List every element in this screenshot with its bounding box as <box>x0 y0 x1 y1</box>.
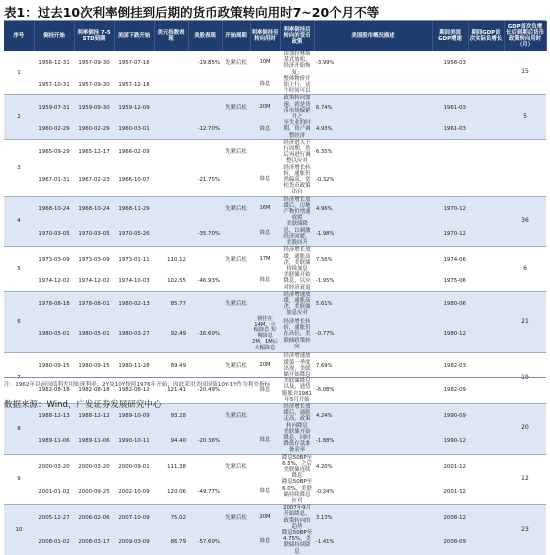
table-cell: 120.06 <box>167 488 186 495</box>
table-cell: 1965-09-29 <box>34 139 74 164</box>
table-cell: 1959-12-09 <box>114 95 154 120</box>
table-cell: 降息 <box>250 429 280 454</box>
episode-number: 8 <box>4 403 34 454</box>
table-cell <box>188 403 222 428</box>
table-cell <box>154 165 188 197</box>
column-header: 倒挂开始 <box>34 21 74 51</box>
table-cell: 1958-03 <box>443 60 466 67</box>
table-cell: 先紧后松 <box>222 454 250 479</box>
table-cell: 89.49 <box>154 353 188 378</box>
lag-months: 23 <box>504 505 546 555</box>
table-cell: 2008-03-17 <box>74 530 114 555</box>
table-cell <box>222 479 250 504</box>
table-cell: 2008-09 <box>432 530 468 555</box>
table-cell <box>314 76 432 95</box>
table-cell: 降息 <box>250 530 280 555</box>
episode-number: 5 <box>4 247 34 291</box>
table-cell: 先紧后松 <box>222 353 250 378</box>
table-cell <box>468 51 504 76</box>
table-row <box>4 165 546 197</box>
table-cell <box>154 196 188 221</box>
table-row <box>4 479 546 504</box>
table-cell: 经济增长转折，通胀仍然偏高，宽松货币政策出台 <box>283 164 311 196</box>
table-cell <box>468 95 504 120</box>
table-cell: 2000-09-01 <box>114 454 154 479</box>
table-cell: 先紧后松 <box>222 247 250 272</box>
table-cell: 93.28 <box>154 403 188 428</box>
table-cell <box>468 505 504 530</box>
table-cell: 102.55 <box>167 278 186 285</box>
table-cell: -1.88% <box>314 429 432 454</box>
table-cell <box>468 165 504 197</box>
table-cell: 4.93% <box>314 120 432 139</box>
table-cell: 经济增速放缓第一季度出现，美联储开始降息 <box>280 353 314 378</box>
table-cell: 1974-10-03 <box>118 278 150 285</box>
table-cell: 1960-02-29 <box>74 120 114 139</box>
table-cell <box>222 165 250 197</box>
table-cell: 94.40 <box>154 429 188 454</box>
lag-months: 36 <box>504 196 546 247</box>
table-cell: 美联储降息，以刺激经济回暖，美股回升 <box>280 221 314 246</box>
column-header: 期间GDP首次实际负增长 <box>468 21 504 51</box>
table-row <box>4 139 546 164</box>
table-cell: 1967-02-23 <box>78 177 110 184</box>
table-cell: 1965-12-17 <box>74 139 114 164</box>
table-cell: 5.61% <box>314 291 432 316</box>
table-cell: 1990-09 <box>432 403 468 428</box>
lag-months: 21 <box>504 291 546 353</box>
table-cell: 经济增速放缓，通胀高企，美联储加息应对 <box>280 291 314 316</box>
table-cell: 17M <box>250 247 280 272</box>
table-cell: 先紧后松 <box>222 505 250 530</box>
table-cell <box>250 139 280 164</box>
table-cell: 1957-07-16 <box>118 60 150 67</box>
table-cell <box>222 120 250 139</box>
table-row <box>4 196 546 221</box>
table-cell: 2001-12 <box>443 488 466 495</box>
table-cell <box>222 429 250 454</box>
table-header <box>4 21 546 51</box>
table-cell: 由加拉林斯基式放松，经济开始恢复； <box>283 51 311 76</box>
table-cell <box>432 76 468 95</box>
table-cell: 1966-10-07 <box>118 177 150 184</box>
table-cell: 20M <box>250 505 280 530</box>
table-cell: 2006-02-06 <box>74 505 114 530</box>
table-cell: 1974-12-02 <box>78 278 110 285</box>
table-cell: 121.41 <box>167 387 186 394</box>
table-row <box>4 530 546 555</box>
table-row <box>4 454 546 479</box>
table-cell: 2001-12 <box>432 454 468 479</box>
table-cell: 1960-02-29 <box>34 120 74 139</box>
episode-number: 9 <box>4 454 34 505</box>
table-cell: 2008-12 <box>432 505 468 530</box>
table-cell: 1961-03 <box>432 95 468 120</box>
table-cell: 经济增长放缓后，通胀走高，政策转向降息 <box>280 403 314 428</box>
table-cell <box>432 139 468 164</box>
table-cell: 20M <box>250 95 280 120</box>
table-cell: 降息 <box>259 487 271 494</box>
table-cell <box>154 221 188 246</box>
table-cell: 降息50BP至4.75%，美联储持续降息 <box>280 530 314 555</box>
page-title: 表1：过去10次利率倒挂到后期的货币政策转向用时7~20个月不等 <box>4 5 380 20</box>
table-cell: 1970-03-05 <box>34 221 74 246</box>
table-cell: 1980-11-28 <box>114 353 154 378</box>
table-cell: 4.20% <box>314 454 432 479</box>
table-cell <box>468 221 504 246</box>
table-cell: 1980-06 <box>432 291 468 316</box>
table-cell: 1961-03 <box>432 120 468 139</box>
table-cell: 先紧后松 <box>222 291 250 316</box>
table-row <box>4 272 546 291</box>
table-cell: 1956-12-31 <box>38 60 70 67</box>
table-cell <box>154 95 188 120</box>
table-cell <box>188 247 222 272</box>
lag-months: 19 <box>504 353 546 404</box>
table-cell: 经济增长放缓后，房地产物价增速放缓 <box>280 196 314 221</box>
table-cell: -3.99% <box>316 60 335 67</box>
table-cell: -20.36% <box>188 429 222 454</box>
episode-number: 1 <box>17 69 21 76</box>
table-cell: 美联储开始降息，以应对经济衰退 <box>283 272 311 291</box>
table-cell: 1957-12-18 <box>118 82 150 89</box>
table-cell: 1989-10-09 <box>114 403 154 428</box>
table-cell: 1978-08-18 <box>34 291 74 316</box>
table-cell: 2000-03-20 <box>34 454 74 479</box>
table-cell: 1974-12-02 <box>38 278 70 285</box>
table-cell: 2005-12-27 <box>34 505 74 530</box>
table-cell: -57.69% <box>188 530 222 555</box>
lag-months <box>504 139 546 196</box>
table-cell: 降息 <box>259 386 271 393</box>
table-cell: 4.24% <box>314 403 432 428</box>
table-row <box>4 95 546 120</box>
table-row <box>4 353 546 378</box>
column-header: 利率倒挂后转向的货币政策 <box>280 21 314 51</box>
table-cell: 1974-06 <box>432 247 468 272</box>
table-cell: 2009-03-09 <box>114 530 154 555</box>
table-cell: 1980-09-15 <box>34 353 74 378</box>
table-cell: -1.95% <box>316 278 335 285</box>
table-cell: 整体物价开始上行，这个时间可以 <box>283 75 311 95</box>
table-cell: 2007-10-09 <box>114 505 154 530</box>
table-cell: 2001-01-02 <box>38 488 70 495</box>
table-cell <box>222 221 250 246</box>
table-cell: 75.02 <box>154 505 188 530</box>
table-cell: 美联储开始降息，同时降低存款准备金率 <box>280 429 314 454</box>
table-cell: 20M <box>250 353 280 378</box>
table-cell: -0.32% <box>316 177 335 184</box>
table-cell <box>188 353 222 378</box>
lag-months: 20 <box>504 403 546 454</box>
table-cell: 降息 <box>250 221 280 246</box>
table-cell: 1982-03 <box>432 353 468 378</box>
lag-months: 5 <box>504 95 546 139</box>
table-cell <box>222 76 250 95</box>
table-cell: -35.70% <box>188 221 222 246</box>
table-cell: 降息50BP至6.0%，美联储持续降息应对 <box>282 479 312 505</box>
table-cell: -0.77% <box>314 317 432 353</box>
table-cell: 16M <box>250 196 280 221</box>
lag-months: 6 <box>504 247 546 291</box>
table-cell: 1982-08-12 <box>118 387 150 394</box>
table-cell <box>468 139 504 164</box>
table-footnote: 注：1962年以前国债利差用贴现利率；2Y及10Y按照1976年开始，因此采用美国国债10Y-1Y作为利差指标 <box>4 377 546 388</box>
table-row <box>4 247 546 272</box>
table-row <box>4 505 546 530</box>
table-cell: 1982-08-18 <box>78 387 110 394</box>
table-cell: 1980-05-01 <box>74 317 114 353</box>
table-cell: -1.98% <box>314 221 432 246</box>
table-cell <box>468 196 504 221</box>
table-cell <box>468 429 504 454</box>
table-cell: 至失业的时期，资产调整经济 <box>280 120 314 139</box>
table-cell: 1957-09-30 <box>78 82 110 89</box>
table-row <box>4 76 546 95</box>
table-cell: 1960-03-01 <box>114 120 154 139</box>
table-cell: 1989-11-06 <box>74 429 114 454</box>
table-cell <box>222 530 250 555</box>
column-header: 利率倒挂至转向用时 <box>250 21 280 51</box>
data-source: 数据来源：Wind，广发证券发展研究中心 <box>4 400 162 410</box>
table-cell: 1982-08-18 <box>38 387 70 394</box>
table-cell: 1980-03-27 <box>114 317 154 353</box>
table-row <box>4 221 546 246</box>
table-cell: -1.41% <box>314 530 432 555</box>
table-cell: -49.77% <box>197 488 220 495</box>
table-cell: 1970-05-26 <box>114 221 154 246</box>
table-cell: 1988-12-12 <box>74 403 114 428</box>
table-cell: 1980-09-15 <box>74 353 114 378</box>
table-row <box>4 429 546 454</box>
column-header: 美元指数表现 <box>154 21 188 51</box>
table-cell <box>188 505 222 530</box>
table-cell: 1982-09 <box>443 387 466 394</box>
episode-number: 10 <box>4 505 34 555</box>
table-cell: 经济增长转折，通胀仍在高位，美联储政策转向 <box>280 317 314 353</box>
table-cell: 美联储降息以及，通货膨胀自1981年5月开始 <box>282 378 312 403</box>
table-cell <box>468 247 504 272</box>
table-cell <box>154 51 188 76</box>
table-cell: -46.93% <box>197 278 220 285</box>
table-cell: 2000-03-20 <box>74 454 114 479</box>
lag-months: 15 <box>521 68 529 76</box>
table-cell: -20.49% <box>197 387 220 394</box>
table-cell <box>468 76 504 95</box>
table-cell <box>468 272 504 291</box>
column-header: 美股表现 <box>188 21 222 51</box>
table-row <box>4 120 546 139</box>
table-cell: 3.13% <box>314 505 432 530</box>
table-cell <box>468 403 504 428</box>
table-cell <box>154 120 188 139</box>
table-cell: 1970-12 <box>432 196 468 221</box>
table-cell: 6.35% <box>314 139 432 164</box>
table-cell: 降息 <box>259 81 271 88</box>
table-cell: 1970-03-05 <box>74 221 114 246</box>
table-cell: 2000-09-25 <box>78 488 110 495</box>
table-cell: 1966-02-09 <box>114 139 154 164</box>
table-row <box>4 291 546 316</box>
table-cell <box>468 317 504 353</box>
table-cell: 1968-11-29 <box>114 196 154 221</box>
table-cell: -6.08% <box>316 387 335 394</box>
table-cell: 1978-08-01 <box>74 291 114 316</box>
table-cell: 1967-01-31 <box>38 177 70 184</box>
table-cell: 7.56% <box>314 247 432 272</box>
column-header: 开始周期 <box>222 21 250 51</box>
episode-number: 3 <box>4 139 34 196</box>
table-cell: -12.70% <box>188 120 222 139</box>
table-cell <box>188 76 222 95</box>
table-cell: 1959-07-31 <box>34 95 74 120</box>
table-cell: -0.24% <box>316 488 335 495</box>
table-cell <box>154 139 188 164</box>
table-cell: 1975-06 <box>443 278 466 285</box>
table-cell: 1973-03-09 <box>74 247 114 272</box>
table-cell <box>468 454 504 479</box>
table-cell: 85.77 <box>154 291 188 316</box>
table-cell: 1973-03-09 <box>34 247 74 272</box>
table-cell: 1957-09-30 <box>78 60 110 67</box>
table-cell: 降息 <box>259 277 271 284</box>
table-cell: 降息 <box>259 176 271 183</box>
column-header: 美国下跌开始 <box>114 21 154 51</box>
table-cell <box>222 272 250 291</box>
table-cell: 1980-12 <box>432 317 468 353</box>
table-cell: 先紧后松 <box>225 60 247 67</box>
table-cell: 7.69% <box>314 353 432 378</box>
table-cell: 1988-12-13 <box>34 403 74 428</box>
column-header: 利率倒挂 7-5 STD到期 <box>74 21 114 51</box>
table-cell: 经济进入下行周期，然后再进行调整以应对 <box>280 139 314 164</box>
table-cell: 2007年9月开始降息，政策转向的趋势 <box>280 505 314 530</box>
column-header: 序号 <box>4 21 34 51</box>
table-cell: 降息50BP至6.5%，之后美联储连续降息 <box>280 454 314 479</box>
table-cell <box>468 353 504 378</box>
table-cell: 倒挂在14M，小幅降息 短期降息2M，1M后大幅降息 <box>250 317 280 353</box>
table-cell: 6.74% <box>314 95 432 120</box>
table-row <box>4 317 546 353</box>
table-cell: 1968-10-24 <box>34 196 74 221</box>
table-cell: 111.38 <box>154 454 188 479</box>
table-cell: 1990-10-11 <box>114 429 154 454</box>
table-cell <box>188 95 222 120</box>
table-cell: 1990-12 <box>432 429 468 454</box>
table-cell <box>188 454 222 479</box>
column-header: GDP首次负增长后到期后货币政策转向用时（月） <box>504 21 546 51</box>
table-cell: 2002-10-09 <box>118 488 150 495</box>
table-cell: 10M <box>259 59 271 66</box>
table-cell: 先紧后松 <box>222 403 250 428</box>
table-cell: 经济增长放缓，通胀高企，美联储持续加息 <box>280 247 314 272</box>
table-cell: 4.96% <box>314 196 432 221</box>
episode-number: 6 <box>4 291 34 353</box>
episode-number: 4 <box>4 196 34 247</box>
column-header: 期间美国GDP增速 <box>432 21 468 51</box>
table-cell: 1973-01-11 <box>114 247 154 272</box>
table-cell: 降息 <box>250 120 280 139</box>
table-cell <box>188 196 222 221</box>
table-cell: 110.12 <box>154 247 188 272</box>
table-cell <box>432 165 468 197</box>
table-cell: 1968-10-24 <box>74 196 114 221</box>
table-cell: 政策转向加速，就是货币市场偏紧升之 <box>280 95 314 120</box>
table-cell: 先紧后松 <box>222 95 250 120</box>
table-cell: 1957-10-31 <box>38 82 70 89</box>
table-cell: 92.49 <box>154 317 188 353</box>
table-cell <box>468 120 504 139</box>
table-cell <box>468 530 504 555</box>
table-cell: 先紧后松 <box>222 139 250 164</box>
episode-number: 7 <box>4 353 34 404</box>
table-row <box>4 51 546 76</box>
table-cell: 1970-12 <box>432 221 468 246</box>
table-cell: 先紧后松 <box>222 196 250 221</box>
table-cell: 1959-09-30 <box>74 95 114 120</box>
table-cell: 1980-05-01 <box>34 317 74 353</box>
table-cell <box>188 139 222 164</box>
table-cell <box>468 479 504 504</box>
table-cell <box>468 291 504 316</box>
table-cell <box>154 76 188 95</box>
table-cell <box>222 317 250 353</box>
table-cell: 1980-02-13 <box>114 291 154 316</box>
lag-months: 12 <box>504 454 546 505</box>
table-cell <box>250 403 280 428</box>
table-cell: 1989-11-06 <box>34 429 74 454</box>
episode-number: 2 <box>4 95 34 139</box>
table-cell: -16.69% <box>188 317 222 353</box>
table-cell <box>188 291 222 316</box>
table-cell: -21.75% <box>197 177 220 184</box>
column-header: 美国股市概况描述 <box>314 21 432 51</box>
table-cell: 2008-01-02 <box>34 530 74 555</box>
table-cell: -19.85% <box>197 60 220 67</box>
table-cell: 86.79 <box>154 530 188 555</box>
table-cell <box>250 454 280 479</box>
table-cell <box>250 291 280 316</box>
